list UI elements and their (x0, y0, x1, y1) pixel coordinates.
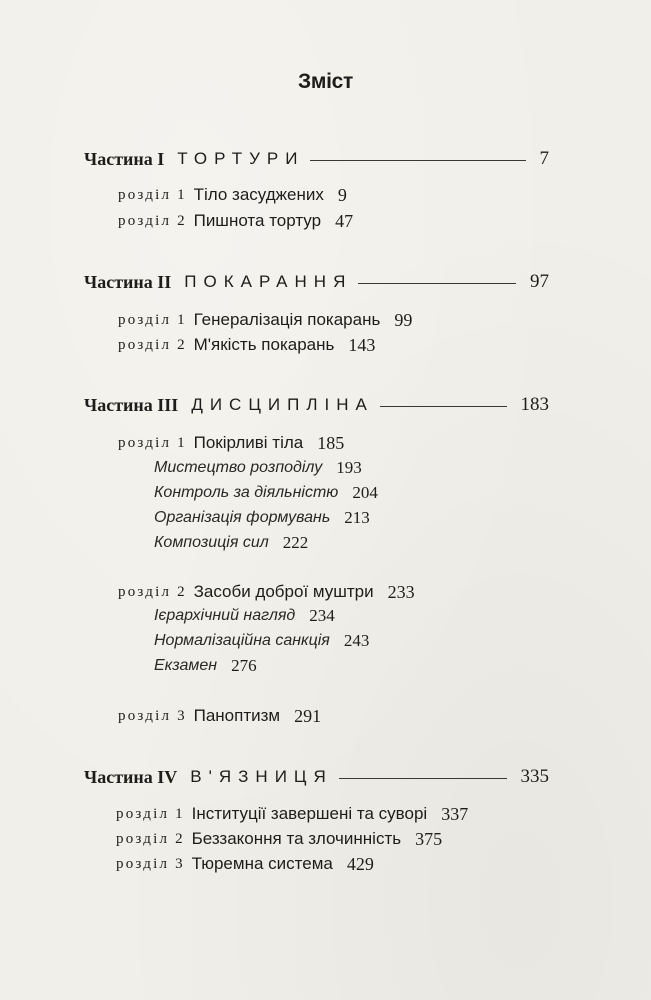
section-page-number: 213 (344, 508, 370, 527)
toc-chapter-4-2[interactable] (116, 825, 442, 853)
section-title: Екзамен (154, 657, 218, 674)
toc-part-1[interactable] (84, 144, 549, 174)
toc-chapter-2-2[interactable] (118, 331, 375, 359)
part-name: ДИСЦИПЛІНА (191, 395, 374, 414)
section-title: Нормалізаційна санкція (154, 632, 330, 649)
chapter-label: розділ 1 (118, 311, 185, 328)
part-name: ПОКАРАННЯ (184, 272, 353, 291)
chapter-label: розділ 2 (118, 583, 185, 600)
chapter-page-number: 185 (317, 432, 345, 453)
chapter-label: розділ 3 (116, 855, 183, 872)
part-page-number: 97 (530, 271, 549, 292)
chapter-label: розділ 2 (118, 336, 185, 353)
part-page-number: 7 (539, 148, 549, 169)
chapter-page-number: 143 (348, 334, 376, 355)
section-page-number: 204 (352, 483, 378, 502)
chapter-label: розділ 1 (116, 805, 183, 822)
chapter-page-number: 47 (335, 210, 354, 231)
toc-section[interactable] (154, 480, 378, 506)
toc-section[interactable] (154, 455, 362, 481)
section-title: Організація формувань (154, 509, 331, 526)
chapter-page-number: 9 (337, 184, 347, 205)
toc-chapter-1-1[interactable] (118, 181, 347, 209)
chapter-page-number: 375 (415, 828, 443, 849)
part-page-number: 335 (520, 766, 549, 787)
leader-rule (339, 778, 507, 779)
part-label: Частина III (84, 394, 179, 415)
chapter-title: Тюремна система (191, 854, 333, 873)
toc-chapter-2-1[interactable] (118, 306, 412, 334)
toc-section[interactable] (154, 530, 308, 556)
toc-chapter-3-1[interactable] (118, 429, 344, 457)
chapter-title: Паноптизм (193, 706, 281, 725)
chapter-label: розділ 1 (118, 186, 185, 203)
part-label: Частина IV (84, 766, 178, 787)
toc-chapter-3-3[interactable] (118, 702, 321, 730)
leader-rule (310, 160, 525, 161)
toc-section[interactable] (154, 628, 369, 654)
chapter-page-number: 291 (294, 705, 322, 726)
toc-chapter-4-1[interactable] (116, 800, 468, 828)
part-page-number: 183 (520, 394, 549, 415)
chapter-page-number: 99 (394, 309, 413, 330)
chapter-page-number: 429 (346, 853, 374, 874)
leader-rule (380, 406, 507, 407)
toc-part-3[interactable] (84, 390, 549, 420)
chapter-label: розділ 2 (116, 830, 183, 847)
chapter-label: розділ 1 (118, 434, 185, 451)
chapter-title: Пишнота тортур (193, 211, 322, 230)
section-title: Ієрархічний нагляд (154, 607, 296, 624)
section-page-number: 276 (231, 656, 257, 675)
part-label: Частина I (84, 148, 165, 169)
chapter-page-number: 337 (441, 803, 469, 824)
leader-rule (358, 283, 516, 284)
chapter-title: Тіло засуджених (193, 185, 324, 204)
chapter-title: Інституції завершені та суворі (191, 804, 428, 823)
section-page-number: 243 (343, 631, 370, 650)
chapter-title: Генералізація покарань (193, 310, 381, 329)
toc-section[interactable] (154, 653, 257, 679)
toc-chapter-3-2[interactable] (118, 578, 415, 606)
page-title: Зміст (298, 70, 353, 93)
toc-chapter-1-2[interactable] (118, 207, 353, 235)
toc-chapter-4-3[interactable] (116, 850, 374, 878)
section-page-number: 193 (336, 458, 362, 477)
part-label: Частина II (84, 271, 172, 292)
section-page-number: 234 (309, 606, 335, 625)
toc-section[interactable] (154, 603, 335, 629)
chapter-title: М'якість покарань (193, 335, 335, 354)
toc-part-2[interactable] (84, 267, 549, 297)
toc-part-4[interactable] (84, 762, 549, 792)
section-title: Мистецтво розподілу (154, 459, 323, 476)
chapter-label: розділ 3 (118, 707, 185, 724)
section-title: Контроль за діяльністю (154, 484, 339, 501)
part-name: ТОРТУРИ (177, 149, 305, 168)
chapter-title: Беззаконня та злочинність (191, 829, 402, 848)
toc-section[interactable] (154, 505, 370, 531)
chapter-title: Покірливі тіла (193, 433, 304, 452)
chapter-label: розділ 2 (118, 212, 185, 229)
part-name: В'ЯЗНИЦЯ (190, 767, 333, 786)
chapter-title: Засоби доброї муштри (193, 582, 374, 601)
section-page-number: 222 (282, 533, 309, 552)
chapter-page-number: 233 (387, 581, 415, 602)
section-title: Композиція сил (154, 534, 269, 551)
